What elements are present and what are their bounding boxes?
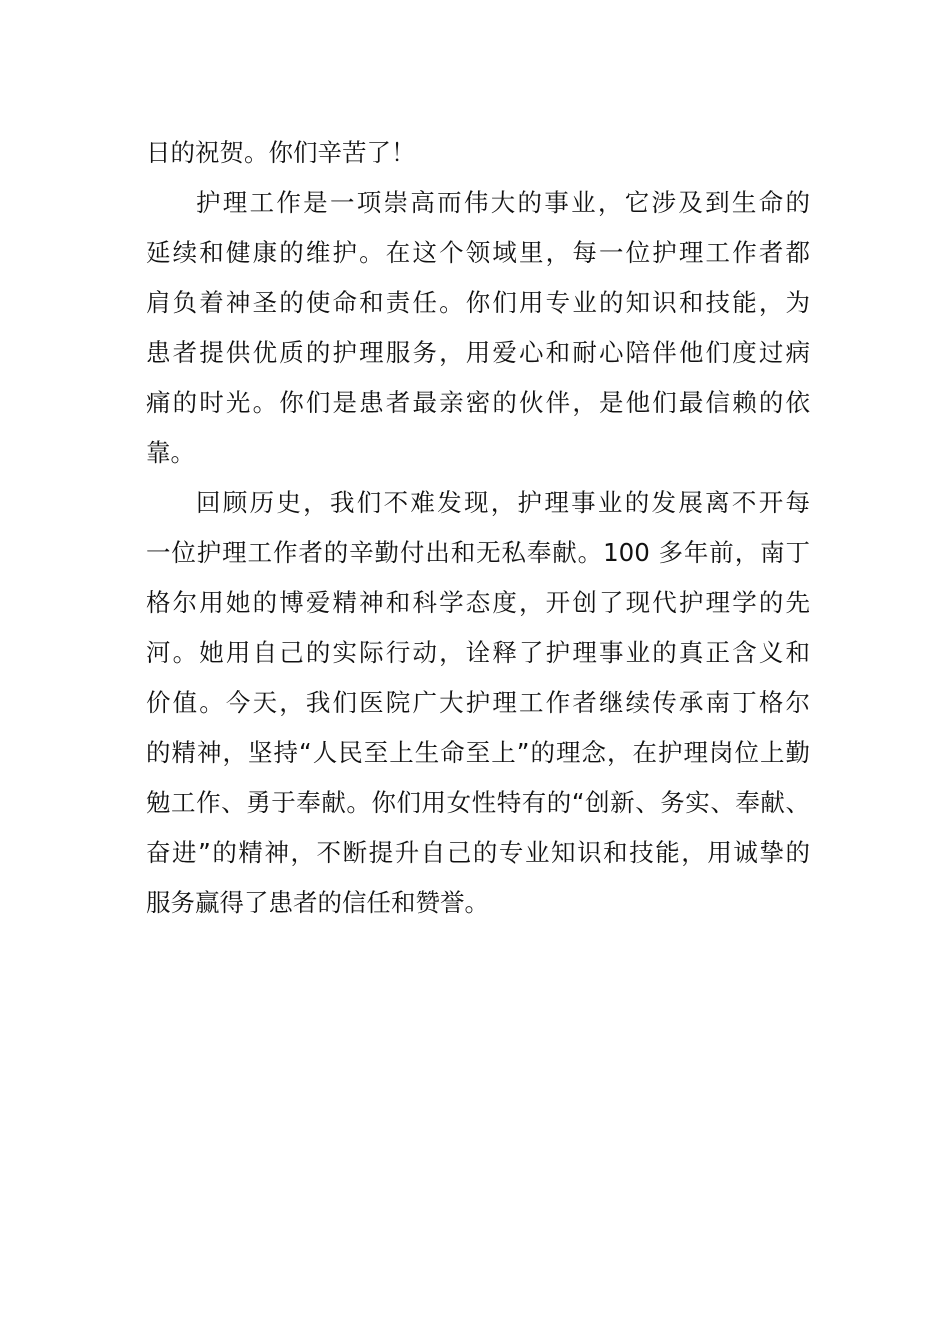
text-line: 护理工作是一项崇高而伟大的事业，它涉及到生命的 [196, 188, 810, 217]
text-line: 肩负着神圣的使命和责任。你们用专业的知识和技能，为 [146, 288, 810, 317]
text-line: 河。她用自己的实际行动，诠释了护理事业的真正含义和 [146, 638, 810, 667]
paragraph-3 [146, 478, 810, 928]
text-line: 日的祝贺。你们辛苦了！ [146, 138, 416, 167]
text-line: 奋进”的精神，不断提升自己的专业知识和技能，用诚挚的 [146, 838, 810, 867]
text-line: 服务赢得了患者的信任和赞誉。 [146, 888, 489, 917]
body-text [146, 128, 810, 928]
text-line: 患者提供优质的护理服务，用爱心和耐心陪伴他们度过病 [146, 338, 810, 367]
text-line: 格尔用她的博爱精神和科学态度，开创了现代护理学的先 [146, 588, 810, 617]
text-line: 靠。 [146, 438, 195, 467]
text-line: 回顾历史，我们不难发现，护理事业的发展离不开每 [196, 488, 810, 517]
paragraph-1 [146, 128, 810, 178]
text-line: 的精神，坚持“人民至上生命至上”的理念，在护理岗位上勤 [146, 738, 810, 767]
text-line: 一位护理工作者的辛勤付出和无私奉献。100 多年前，南丁 [146, 538, 810, 567]
text-line: 勉工作、勇于奉献。你们用女性特有的“创新、务实、奉献、 [146, 788, 810, 817]
paragraph-2 [146, 178, 810, 478]
text-line: 延续和健康的维护。在这个领域里，每一位护理工作者都 [146, 238, 810, 267]
text-line: 价值。今天，我们医院广大护理工作者继续传承南丁格尔 [146, 688, 810, 717]
text-line: 痛的时光。你们是患者最亲密的伙伴，是他们最信赖的依 [146, 388, 810, 417]
